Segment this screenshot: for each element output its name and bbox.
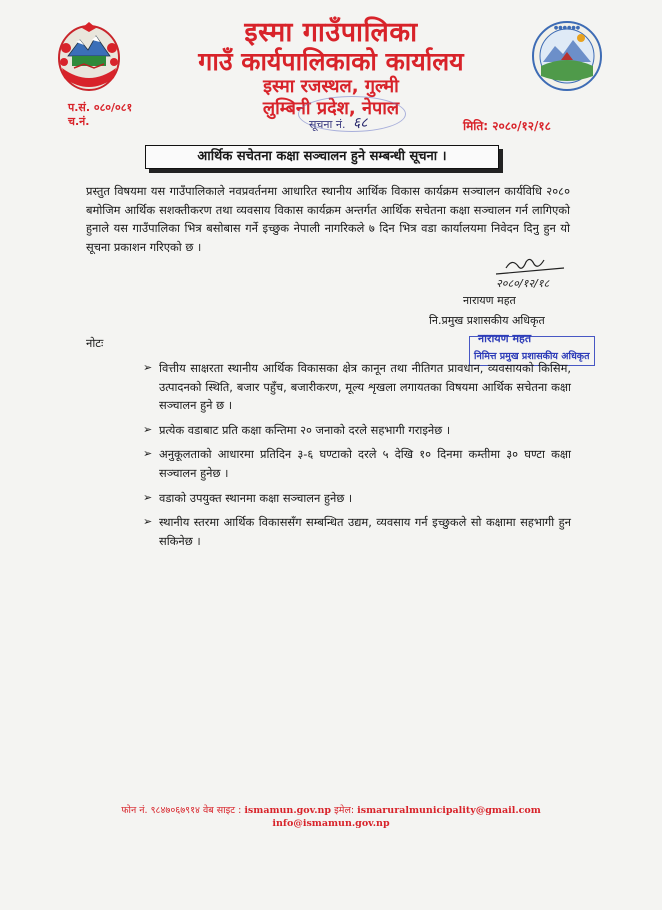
notes-list: [143, 359, 571, 556]
subject-heading: आर्थिक सचेतना कक्षा सञ्चालन हुने सम्बन्धी सूचना ।: [145, 145, 499, 169]
footer-contact-line: [0, 803, 662, 816]
signatory-title: नि.प्रमुख प्रशासकीय अधिकृत: [429, 314, 545, 327]
footer-website-link[interactable]: ismamun.gov.np: [244, 805, 332, 816]
list-item: ➢ स्थानीय स्तरमा आर्थिक विकाससँग सम्बन्धित उद्यम, व्यवसाय गर्न इच्छुकले सो कक्षामा सहभागी हुन सकिनेछ ।: [143, 515, 571, 548]
stamp-officer-title: निमित्त प्रमुख प्रशासकीय अधिकृत: [474, 351, 590, 362]
arrow-bullet-icon: ➢: [143, 422, 153, 436]
arrow-bullet-icon: ➢: [143, 515, 153, 529]
footer-email-link[interactable]: ismaruralmunicipality@gmail.com: [357, 805, 541, 816]
letter-date: मिति: २०८०/१२/१८: [463, 119, 551, 133]
arrow-bullet-icon: ➢: [143, 447, 153, 461]
arrow-bullet-icon: ➢: [143, 361, 153, 374]
footer-email2-link[interactable]: info@ismamun.gov.np: [272, 818, 390, 829]
arrow-bullet-icon: ➢: [143, 490, 153, 504]
patra-sankhya: प.सं. ०८०/०८१: [68, 101, 133, 114]
list-item: ➢ अनुकूलताको आधारमा प्रतिदिन ३-६ घण्टाको दरले ५ देखि १० दिनमा कम्तीमा ३० घण्टा कक्षा सञ्चालन हुनेछ ।: [143, 447, 571, 480]
footer-phone: फोन नं. ९८४७०६७९१४ वेब साइट :: [121, 805, 242, 816]
handwritten-date: २०८०/१२/१८: [496, 277, 550, 290]
municipality-name: इस्मा गाउँपालिका: [244, 17, 418, 48]
list-item: ➢ वडाको उपयुक्त स्थानमा कक्षा सञ्चालन हुनेछ ।: [143, 489, 571, 508]
stamp-officer-name: नारायण महत: [478, 332, 532, 345]
signatory-name: नारायण महत: [463, 294, 516, 307]
province-country: लुम्बिनी प्रदेश, नेपाल: [262, 98, 400, 119]
chalani-number: च.नं.: [68, 115, 90, 128]
notice-number: ६८: [353, 115, 368, 131]
list-item: ➢ प्रत्येक वडाबाट प्रति कक्षा कन्तिमा २० जनाको दरले सहभागी गराइनेछ ।: [143, 421, 571, 440]
list-item: ➢ वित्तीय साक्षरता स्थानीय आर्थिक विकासका क्षेत्र कानून तथा नीतिगत प्रावधान, व्यवसायको किसिम, उत्पादनको स्थिति, बजार पहुँच, बजारीकरण, मूल्य शृखला लगायतका विषयमा आर्थिक सचेतना कक्षा सञ्चालन हुने छ ।: [143, 361, 571, 413]
office-name: गाउँ कार्यपालिकाको कार्यालय: [198, 47, 464, 76]
svg-text:●●●●●●: ●●●●●●: [553, 25, 581, 31]
reference-block: [68, 101, 132, 129]
footer-email-label: इमेल:: [334, 805, 355, 816]
body-paragraph: प्रस्तुत विषयमा यस गाउँपालिकाले नवप्रवर्तनमा आधारित स्थानीय आर्थिक विकास कार्यक्रम सञ्चालन कार्यविधि २०८० बमोजिम आर्थिक सशक्तीकरण तथा व्यवसाय विकास कार्यक्रम अन्तर्गत आर्थिक सचेतना कक्षा सञ्चालन गर्न लागिएको हुनाले यस गाउँपालिका भित्र बसोबास गर्ने इच्छुक नेपाली नागरिकले ७ दिन भित्र वडा कार्यालयमा निवेदन दिनु हुन यो सूचना प्रकाशन गरिएको छ ।: [86, 184, 570, 254]
note-label: नोटः: [86, 336, 104, 350]
notice-number-label: सूचना नं.: [309, 118, 346, 131]
office-address: इस्मा रजस्थल, गुल्मी: [263, 76, 399, 97]
footer-email-line: [0, 818, 662, 829]
handwritten-signature: [486, 254, 576, 294]
